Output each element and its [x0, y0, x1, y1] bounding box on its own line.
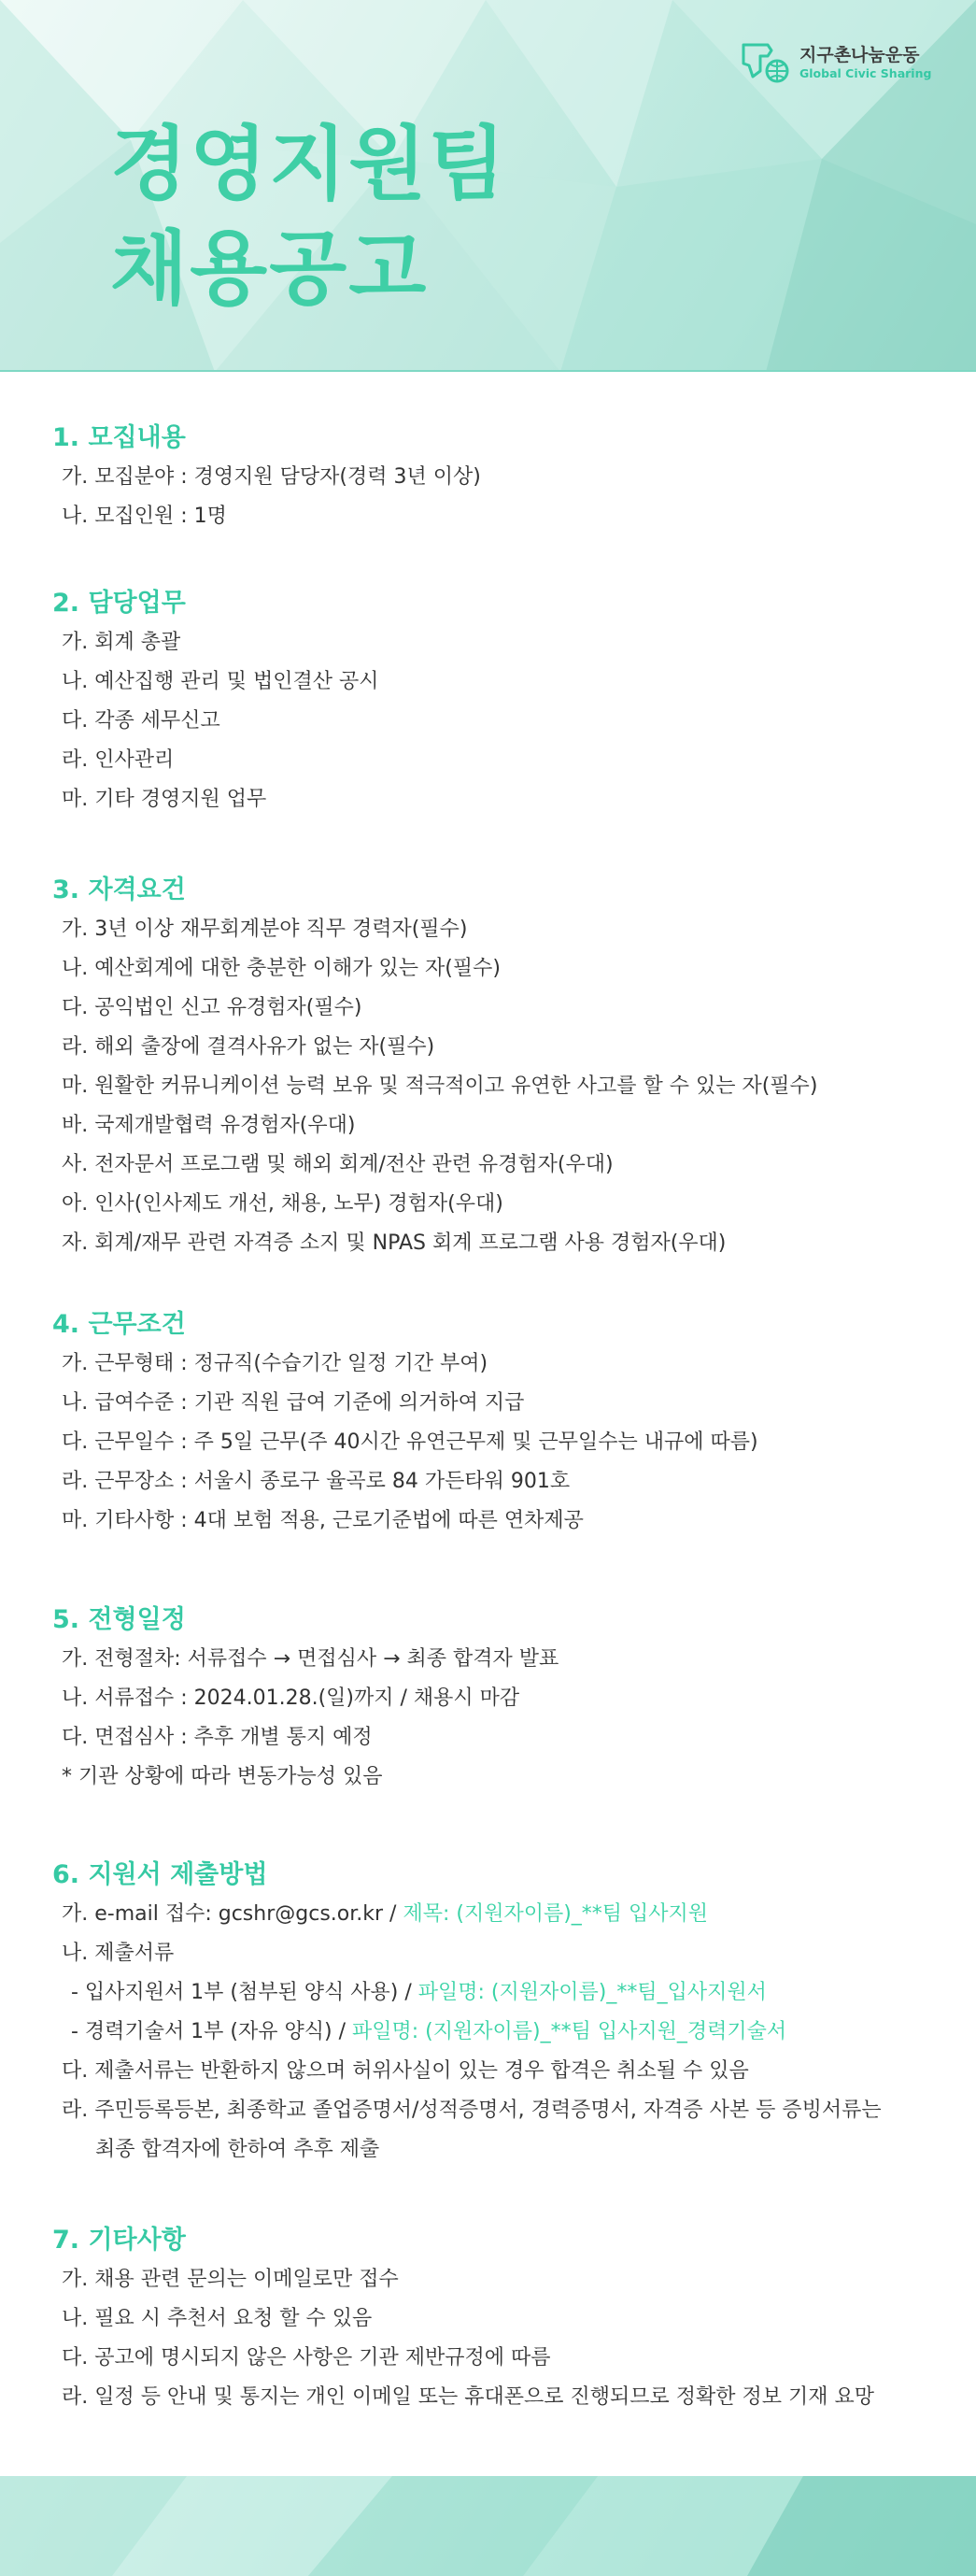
- section-conditions: [52, 1305, 758, 1541]
- list-item: [52, 1973, 882, 2013]
- list-item: 다. 공고에 명시되지 않은 사항은 기관 제반규정에 따름: [62, 2346, 551, 2370]
- title-line-2: 채용공고: [110, 222, 429, 316]
- list-item: 나. 예산회계에 대한 충분한 이해가 있는 자(필수): [62, 957, 501, 980]
- list-item: 나. 예산집행 관리 및 법인결산 공시: [62, 670, 379, 693]
- list-item: 나. 모집인원 : 1명: [62, 505, 227, 528]
- list-item: 바. 국제개발협력 유경험자(우대): [62, 1114, 356, 1137]
- list-item: 다. 제출서류는 반환하지 않으며 허위사실이 있는 경우 합격은 취소될 수 있음: [62, 2059, 749, 2083]
- item-text: - 경력기술서 1부 (자유 양식) /: [71, 2020, 352, 2043]
- list-item: 가. 모집분야 : 경영지원 담당자(경력 3년 이상): [62, 465, 481, 489]
- page-title: [110, 112, 507, 321]
- list-item: 마. 기타사항 : 4대 보험 적용, 근로기준법에 따른 연차제공: [62, 1509, 584, 1532]
- list-item: [52, 2013, 882, 2052]
- section-application: [52, 1856, 882, 2170]
- org-name-en: Global Civic Sharing: [799, 66, 932, 80]
- section-title: 2. 담당업무: [52, 589, 186, 618]
- item-text: 가. e-mail 접수: gcshr@gcs.or.kr /: [62, 1902, 403, 1926]
- list-item: [52, 1895, 882, 1934]
- list-item: 다. 면접심사 : 추후 개별 통지 예정: [62, 1726, 373, 1749]
- org-name-kr: 지구촌나눔운동: [799, 45, 920, 65]
- section-qualifications: [52, 871, 817, 1263]
- header-banner: [0, 0, 976, 372]
- org-logo: [740, 39, 931, 86]
- filename-format: 파일명: (지원자이름)_**팀 입사지원_경력기술서: [352, 2020, 787, 2043]
- list-item: 가. 전형절차: 서류접수 → 면접심사 → 최종 합격자 발표: [62, 1647, 559, 1671]
- list-item: 가. 근무형태 : 정규직(수습기간 일정 기간 부여): [62, 1352, 488, 1375]
- list-item: 라. 주민등록등본, 최종학교 졸업증명서/성적증명서, 경력증명서, 자격증 사본 등 증빙서류는: [62, 2099, 882, 2122]
- list-item: 다. 공익법인 신고 유경험자(필수): [62, 996, 362, 1019]
- list-item: 나. 서류접수 : 2024.01.28.(일)까지 / 채용시 마감: [62, 1686, 520, 1710]
- list-item: 나. 필요 시 추천서 요청 할 수 있음: [62, 2307, 373, 2330]
- list-item: * 기관 상황에 따라 변동가능성 있음: [62, 1765, 383, 1788]
- list-item: 라. 일정 등 안내 및 통지는 개인 이메일 또는 휴대폰으로 진행되므로 정확한 정보 기재 요망: [62, 2385, 874, 2409]
- section-title: 3. 자격요건: [52, 875, 186, 904]
- list-item: 다. 근무일수 : 주 5일 근무(주 40시간 유연근무제 및 근무일수는 내규에 따름): [62, 1430, 758, 1454]
- list-item: 가. 채용 관련 문의는 이메일로만 접수: [62, 2268, 399, 2291]
- list-item: 마. 원활한 커뮤니케이션 능력 보유 및 적극적이고 유연한 사고를 할 수 있는 자(필수): [62, 1075, 818, 1098]
- list-item: 가. 회계 총괄: [62, 631, 181, 654]
- section-title: 6. 지원서 제출방법: [52, 1860, 268, 1889]
- section-title: 5. 전형일정: [52, 1605, 186, 1634]
- list-item: 자. 회계/재무 관련 자격증 소지 및 NPAS 회계 프로그램 사용 경험자(우대): [62, 1231, 727, 1255]
- section-title: 4. 근무조건: [52, 1310, 186, 1339]
- list-item: 다. 각종 세무신고: [62, 709, 220, 733]
- section-title: 7. 기타사항: [52, 2226, 186, 2255]
- footer-banner: [0, 2476, 976, 2576]
- filename-format: 파일명: (지원자이름)_**팀_입사지원서: [417, 1981, 767, 2004]
- section-schedule: [52, 1601, 559, 1797]
- list-item: 나. 제출서류: [62, 1942, 175, 1965]
- list-item: 가. 3년 이상 재무회계분야 직무 경력자(필수): [62, 918, 468, 941]
- list-item: 나. 급여수준 : 기관 직원 급여 기준에 의거하여 지급: [62, 1391, 525, 1415]
- list-item: 라. 해외 출장에 결격사유가 없는 자(필수): [62, 1035, 435, 1059]
- list-item: 마. 기타 경영지원 업무: [62, 788, 267, 811]
- section-title: 1. 모집내용: [52, 423, 186, 452]
- section-duties: [52, 584, 379, 819]
- list-item: 라. 근무장소 : 서울시 종로구 율곡로 84 가든타워 901호: [62, 1470, 571, 1493]
- list-item: 사. 전자문서 프로그램 및 해외 회계/전산 관련 유경험자(우대): [62, 1153, 614, 1176]
- section-other: [52, 2221, 874, 2417]
- polygon-background: [0, 2476, 976, 2576]
- list-item-continued: 최종 합격자에 한하여 추후 제출: [95, 2138, 380, 2161]
- title-line-1: 경영지원팀: [110, 118, 508, 211]
- list-item: 라. 인사관리: [62, 748, 175, 772]
- list-item: 아. 인사(인사제도 개선, 채용, 노무) 경험자(우대): [62, 1192, 503, 1216]
- email-subject-format: 제목: (지원자이름)_**팀 입사지원: [403, 1902, 709, 1926]
- section-recruitment: [52, 419, 481, 536]
- globe-map-icon: [740, 39, 794, 86]
- header-divider: [0, 370, 976, 372]
- item-text: - 입사지원서 1부 (첨부된 양식 사용) /: [71, 1981, 418, 2004]
